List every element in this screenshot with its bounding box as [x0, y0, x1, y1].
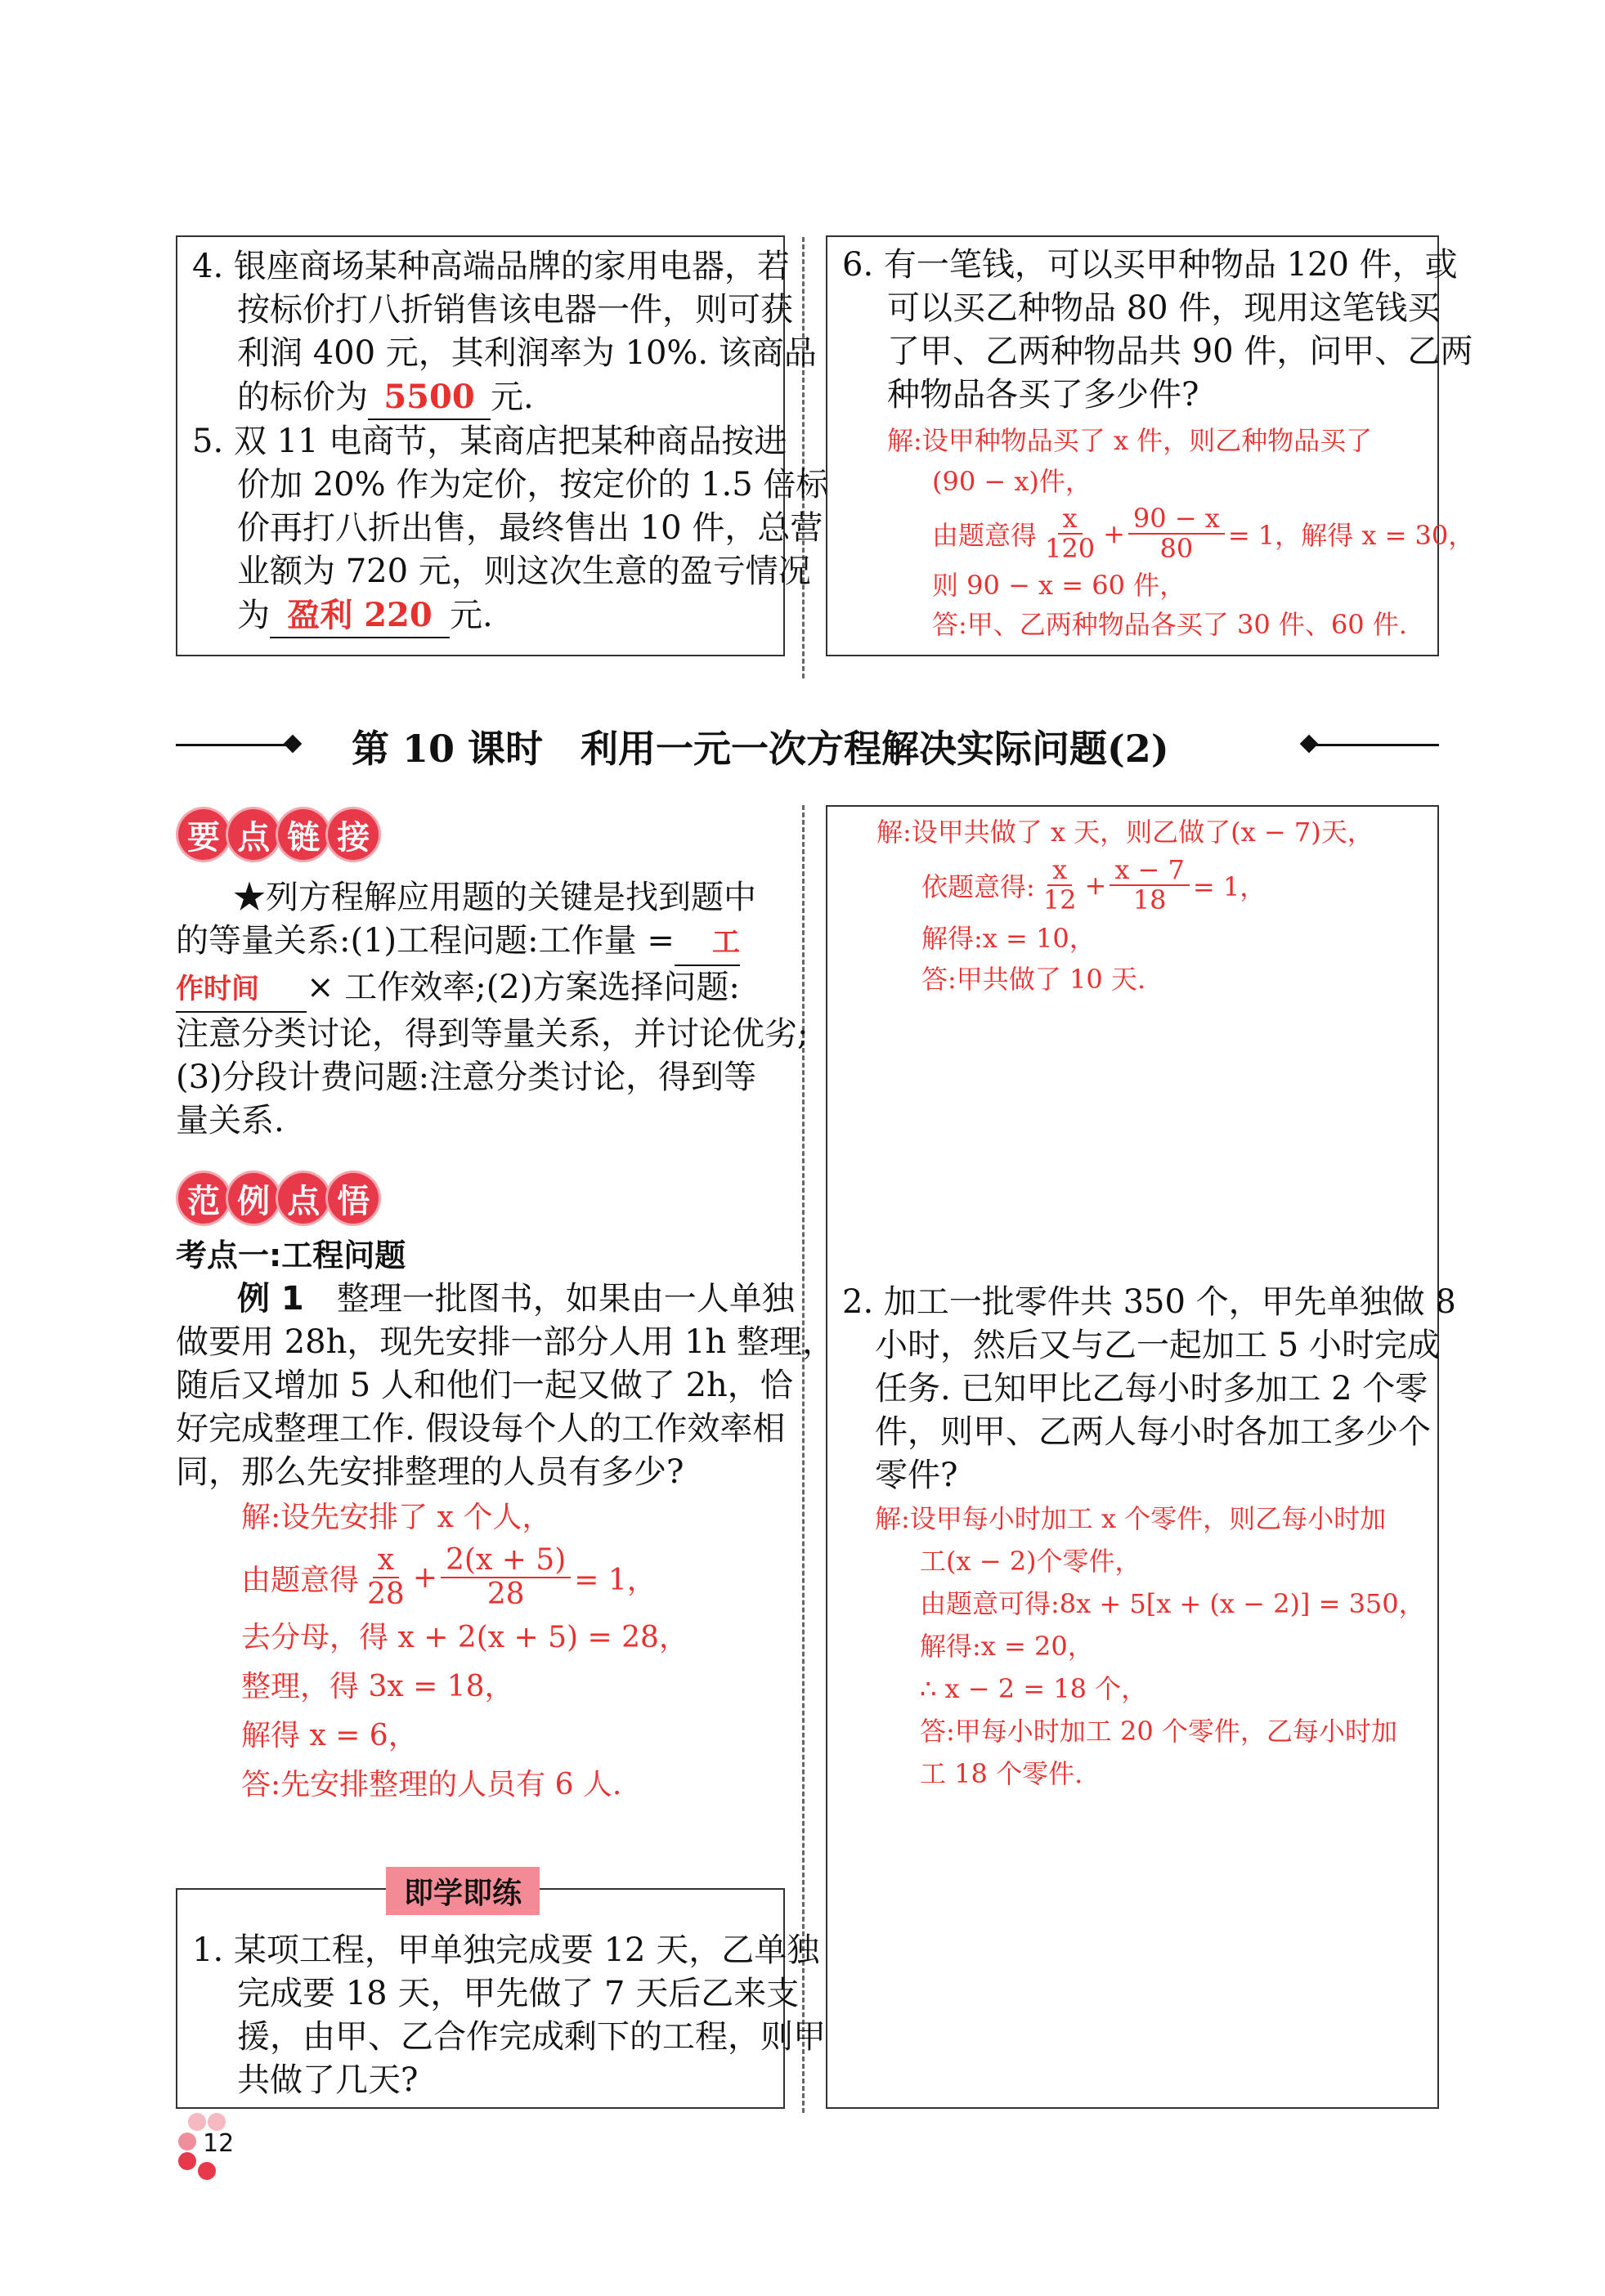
- q6-line-3: 了甲、乙两种物品共 90 件，问甲、乙两: [887, 333, 1473, 370]
- q4-answer: 5500: [368, 375, 491, 420]
- badge-char: 范: [178, 1173, 229, 1224]
- q1-sol-3: 解得:x = 10，: [921, 923, 1096, 954]
- q4-line-3: 利润 400 元，其利润率为 10%. 该商品: [237, 334, 817, 372]
- q5-answer: 盈利 220: [270, 593, 450, 638]
- yaodian-line-4: 注意分类讨论，得到等量关系，并讨论优劣;: [176, 1015, 809, 1053]
- q2-line-1: 2. 加工一批零件共 350 个，甲先单独做 8: [842, 1283, 1456, 1321]
- q2-sol-5: ∴ x − 2 = 18 个，: [920, 1673, 1148, 1704]
- header-diamond-left: [284, 735, 303, 754]
- badge-char: 接: [328, 809, 379, 860]
- example-line-5: 同，那么先安排整理的人员有多少?: [176, 1453, 684, 1491]
- yaodian-line-1: ★列方程解应用题的关键是找到题中: [233, 879, 756, 916]
- practice-q1-line-1: 1. 某项工程，甲单独完成要 12 天，乙单独: [192, 1931, 820, 1969]
- q2-line-4: 件，则甲、乙两人每小时各加工多少个: [875, 1413, 1431, 1451]
- q5-line-1: 5. 双 11 电商节，某商店把某种商品按进: [192, 423, 787, 460]
- badge-char: 要: [178, 809, 229, 860]
- badge-char: 链: [278, 809, 329, 860]
- dot: [178, 2152, 196, 2170]
- example-line-4: 好完成整理工作. 假设每个人的工作效率相: [176, 1410, 786, 1448]
- answer-box-right: [826, 805, 1456, 2109]
- question-2: [842, 1281, 1456, 1795]
- q6-solution-5: 答:甲、乙两种物品各买了 30 件、60 件.: [932, 609, 1407, 640]
- example-1: [176, 1234, 836, 1810]
- q1-sol-4: 答:甲共做了 10 天.: [921, 964, 1146, 995]
- q1-sol-2: 依题意得: $\frac{x}{12}$ + $\frac{x - 7}{18}$ = 1，: [921, 853, 1267, 915]
- practice-box-1: [176, 1877, 826, 2109]
- dot: [178, 2133, 196, 2151]
- dot: [188, 2113, 206, 2131]
- yaodian-line-2: 的等量关系:(1)工程问题:工作量 = 工: [176, 920, 785, 966]
- question-box-4-5: [176, 235, 829, 656]
- q2-sol-3: 由题意可得:8x + 5[x + (x − 2)] = 350，: [920, 1588, 1425, 1619]
- badge-char: 点: [278, 1173, 329, 1224]
- fraction: $\frac{x - 7}{18}$: [1110, 856, 1190, 915]
- q2-line-2: 小时，然后又与乙一起加工 5 小时完成: [875, 1327, 1440, 1364]
- ex-sol-2: 由题意得 $\frac{x}{28}$ + $\frac{2(x + 5)}{28}$ = 1，: [241, 1543, 657, 1611]
- q6-line-1: 6. 有一笔钱，可以买甲种物品 120 件，或: [842, 246, 1458, 284]
- column-divider-top: [802, 237, 805, 678]
- header-rule-left: [176, 744, 286, 746]
- fraction: $\frac{90 - x}{80}$: [1128, 504, 1225, 563]
- q4-line-2: 按标价打八折销售该电器一件，则可获: [237, 291, 793, 329]
- fanli-badge: [178, 1173, 374, 1224]
- q2-sol-6: 答:甲每小时加工 20 个零件，乙每小时加: [920, 1716, 1397, 1747]
- example-line-1: 例 1 整理一批图书，如果由一人单独: [237, 1280, 795, 1318]
- question-box-6: [826, 235, 1475, 656]
- kaodian-heading: 考点一:工程问题: [176, 1238, 406, 1273]
- q6-solution-3: 由题意得 $\frac{x}{120}$ + $\frac{90 - x}{80}$ = 1，解得 x = 30，: [932, 502, 1475, 564]
- page-number: 12: [203, 2129, 235, 2158]
- q5-line-5: 为 盈利 220 元.: [192, 593, 783, 638]
- yaodian-line-6: 量关系.: [176, 1102, 285, 1139]
- q4-line-1: 4. 银座商场某种高端品牌的家用电器，若: [192, 248, 790, 285]
- fraction: $\frac{2(x + 5)}{28}$: [441, 1544, 571, 1610]
- q2-sol-2: 工(x − 2)个零件，: [920, 1546, 1141, 1577]
- yaodian-blank-2: 作时间: [176, 968, 307, 1013]
- ex-sol-5: 解得 x = 6，: [241, 1719, 418, 1752]
- q2-sol-7: 工 18 个零件.: [920, 1758, 1083, 1789]
- yaodian-badge: [178, 809, 374, 860]
- q2-line-3: 任务. 已知甲比乙每小时多加工 2 个零: [875, 1370, 1428, 1408]
- ex-sol-4: 整理，得 3x = 18，: [241, 1670, 514, 1703]
- badge-char: 例: [228, 1173, 279, 1224]
- dot: [198, 2162, 216, 2180]
- fraction: $\frac{x}{28}$: [367, 1543, 405, 1611]
- q2-sol-4: 解得:x = 20，: [920, 1631, 1094, 1662]
- example-line-3: 随后又增加 5 人和他们一起又做了 2h，恰: [176, 1367, 793, 1404]
- q6-line-2: 可以买乙种物品 80 件，现用这笔钱买: [887, 289, 1441, 327]
- dot: [208, 2113, 226, 2131]
- example-solution: [176, 1494, 785, 1810]
- q6-solution-4: 则 90 − x = 60 件，: [932, 570, 1186, 601]
- section-title: 第 10 课时 利用一元一次方程解决实际问题(2): [352, 727, 1169, 771]
- q1-sol-1: 解:设甲共做了 x 天，则乙做了(x − 7)天，: [876, 817, 1374, 848]
- yaodian-line-5: (3)分段计费问题:注意分类讨论，得到等: [176, 1058, 757, 1096]
- q5-line-4: 业额为 720 元，则这次生意的盈亏情况: [237, 553, 811, 590]
- ex-sol-1: 解:设先安排了 x 个人，: [241, 1501, 552, 1534]
- q5-line-2: 价加 20% 作为定价，按定价的 1.5 倍标: [237, 466, 829, 504]
- example-line-2: 做要用 28h，现先安排一部分人用 1h 整理，: [176, 1323, 836, 1361]
- header-rule-right: [1316, 744, 1439, 746]
- badge-char: 点: [228, 809, 279, 860]
- q4-line-4: 的标价为 5500 元.: [192, 375, 783, 420]
- yaodian-text: [176, 876, 809, 1143]
- q2-line-5: 零件?: [875, 1457, 958, 1494]
- yaodian-line-3: 作时间 × 工作效率;(2)方案选择问题:: [176, 966, 785, 1013]
- q6-solution-2: (90 − x)件，: [932, 466, 1092, 497]
- ex-sol-6: 答:先安排整理的人员有 6 人.: [241, 1768, 622, 1801]
- yaodian-blank-1: 工: [675, 921, 740, 966]
- q6-line-4: 种物品各买了多少件?: [887, 376, 1199, 414]
- column-divider-bottom: [802, 805, 805, 2113]
- header-diamond-right: [1300, 735, 1319, 754]
- practice-q1-line-4: 共做了几天?: [237, 2061, 419, 2099]
- page-number-decoration: [172, 2113, 270, 2203]
- fraction: $\frac{x}{120}$: [1045, 502, 1096, 564]
- practice-q1-line-2: 完成要 18 天，甲先做了 7 天后乙来支: [237, 1975, 800, 2012]
- q6-solution-1: 解:设甲种物品买了 x 件，则乙种物品买了: [887, 425, 1373, 456]
- section-header: [176, 719, 1439, 771]
- q2-sol-1: 解:设甲每小时加工 x 个零件，则乙每小时加: [875, 1503, 1387, 1534]
- jixue-label: 即学即练: [386, 1867, 540, 1915]
- q5-line-3: 价再打八折出售，最终售出 10 件，总营: [237, 509, 823, 547]
- practice-q1-line-3: 援，由甲、乙合作完成剩下的工程，则甲: [237, 2018, 826, 2056]
- badge-char: 悟: [328, 1173, 379, 1224]
- fraction: $\frac{x}{12}$: [1042, 853, 1077, 915]
- ex-sol-3: 去分母，得 x + 2(x + 5) = 28，: [241, 1621, 688, 1654]
